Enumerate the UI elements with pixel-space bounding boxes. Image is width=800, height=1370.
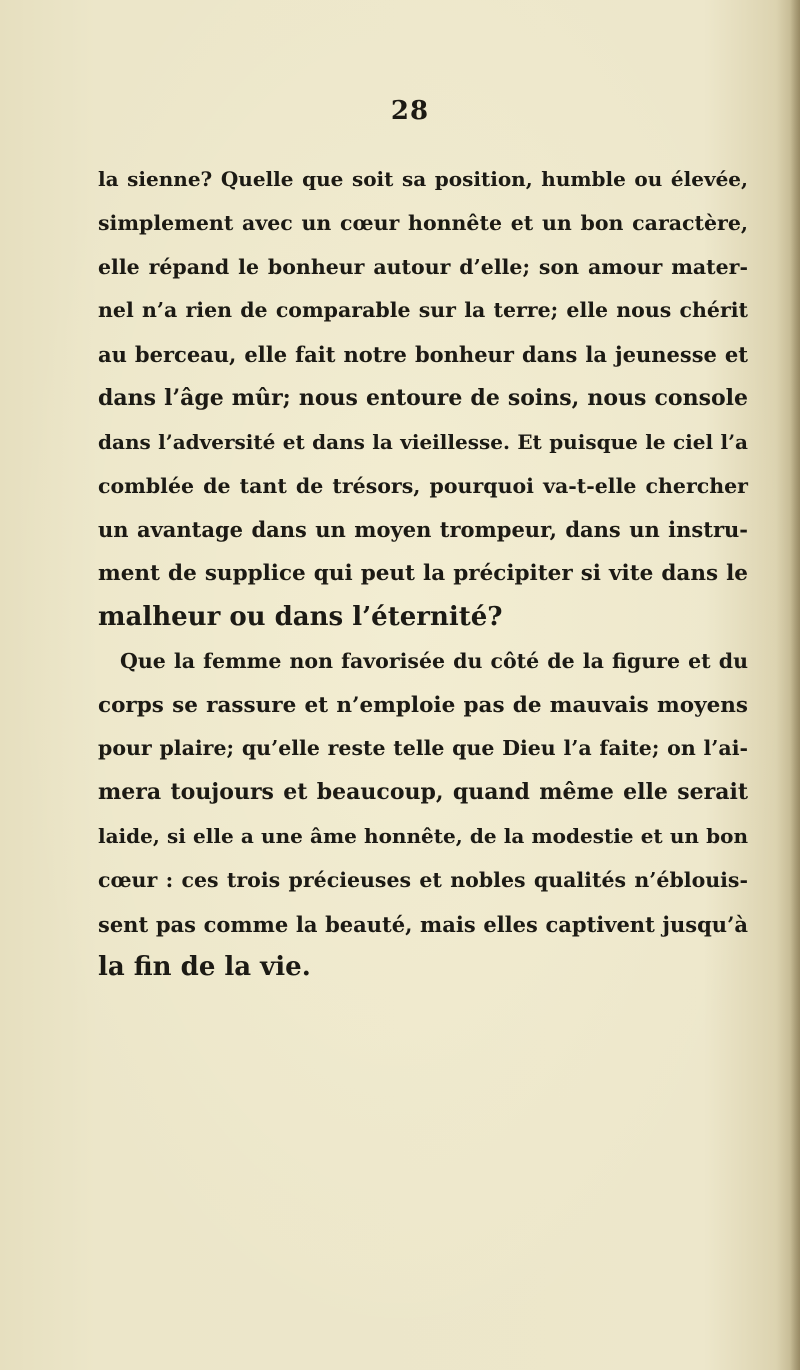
text-line: ment de supplice qui peut la précipiter si vite dans le [98, 561, 748, 587]
text-line: laide, si elle a une âme honnête, de la modestie et un bon [98, 823, 748, 848]
page-edge-shadow [790, 0, 800, 1370]
text-line: mera toujours et beaucoup, quand même elle serait [98, 779, 748, 806]
text-line: sent pas comme la beauté, mais elles captivent jusqu’à [98, 911, 748, 937]
paragraph-2 [98, 640, 748, 990]
body-text [98, 158, 748, 990]
text-line: pour plaire; qu’elle reste telle que Dieu l’a faite; on l’ai- [98, 736, 748, 761]
page-number: 28 [390, 96, 430, 126]
text-line: dans l’âge mûr; nous entoure de soins, nous console [98, 384, 748, 411]
text-line: dans l’adversité et dans la vieillesse. Et puisque le ciel l’a [98, 429, 748, 454]
paragraph-1 [98, 158, 748, 640]
text-line: malheur ou dans l’éternité? [98, 601, 503, 632]
text-line: simplement avec un cœur honnête et un bon caractère, [98, 210, 748, 235]
text-line: Que la femme non favorisée du côté de la figure et du [120, 648, 748, 673]
text-line: cœur : ces trois précieuses et nobles qualités n’éblouis- [98, 867, 748, 892]
text-line: comblée de tant de trésors, pourquoi va-t-elle chercher [98, 473, 748, 498]
text-line: un avantage dans un moyen trompeur, dans un instru- [98, 517, 748, 543]
text-line: la sienne? Quelle que soit sa position, humble ou élevée, [98, 167, 748, 191]
text-line: la fin de la vie. [98, 952, 311, 983]
text-line: nel n’a rien de comparable sur la terre; elle nous chérit [98, 298, 748, 323]
text-line: elle répand le bonheur autour d’elle; son amour mater- [98, 254, 748, 279]
text-line: corps se rassure et n’emploie pas de mauvais moyens [98, 692, 748, 718]
text-line: au berceau, elle fait notre bonheur dans la jeunesse et [98, 342, 748, 368]
